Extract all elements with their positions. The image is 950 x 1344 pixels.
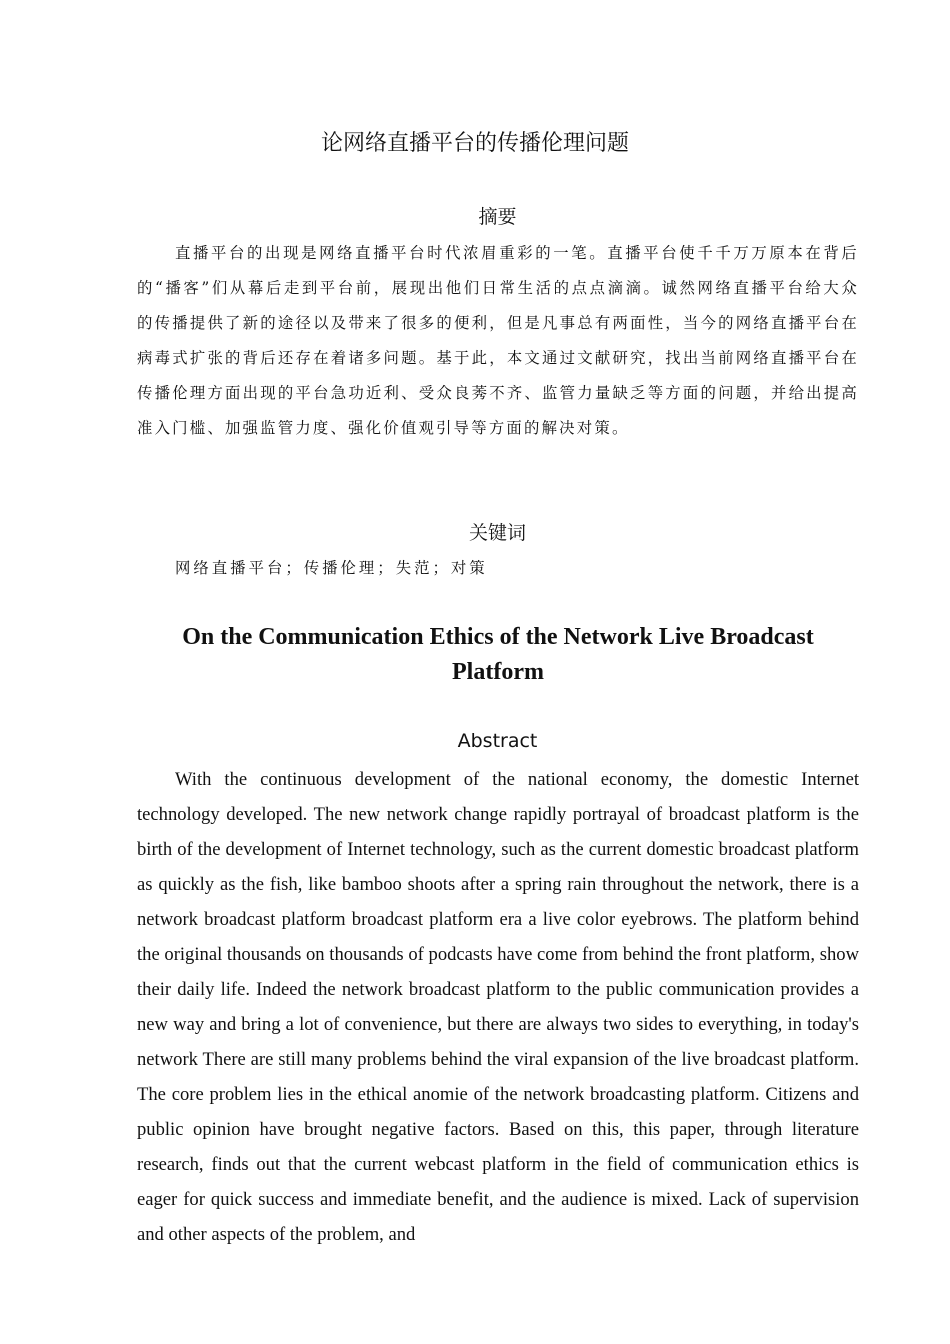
chinese-keywords-text: 网络直播平台；传播伦理；失范；对策 [175,559,488,577]
chinese-title: 论网络直播平台的传播伦理问题 [320,131,629,156]
chinese-abstract-heading: 摘要 [478,206,517,228]
chinese-abstract-text: 直播平台的出现是网络直播平台时代浓眉重彩的一笔。直播平台使千千万万原本在背后的“播客”们从幕后走到平台前，展现出他们日常生活的点点滴滴。诚然网络直播平台给大众的传播提供了新的途径以及带来了很多的便利，但是凡事总有两面性，当今的网络直播平台在病毒式扩张的背后还存在着诸多问题。基于此，本文通过文献研究，找出当前网络直播平台在传播伦理方面出现的平台急功近利、受众良莠不齐、监管力量缺乏等方面的问题，并给出提高准入门槛、加强监管力度、强化价值观引导等方面的解决对策。 [137,244,859,437]
english-title: On the Communication Ethics of the Network Live Broadcast Platform [182,624,814,685]
english-abstract-heading: Abstract [457,730,538,752]
chinese-keywords-heading: 关键词 [468,522,526,544]
english-abstract-text: With the continuous development of the national economy, the domestic Internet technology developed. The new network change rapidly portrayal of broadcast platform is the birth of the development of Internet technology, such as the current domestic broadcast platform as quickly as the fish, like bamboo shoots after a spring rain throughout the network, there is a network broadcast platform broadcast platform era a live color eyebrows. The platform behind the original thousands on thousands of podcasts have come from behind the front platform, show their daily life. Indeed the network broadcast platform to the public communication provides a new way and bring a lot of convenience, but there are always two sides to everything, in today's network There are still many problems behind the viral expansion of the live broadcast platform. The core problem lies in the ethical anomie of the network broadcasting platform. Citizens and public opinion have brought negative factors. Based on this, this paper, through literature research, finds out that the current webcast platform in the field of communication ethics is eager for quick success and immediate benefit, and the audience is mixed. Lack of supervision and other aspects of the problem, and [137,769,859,1245]
